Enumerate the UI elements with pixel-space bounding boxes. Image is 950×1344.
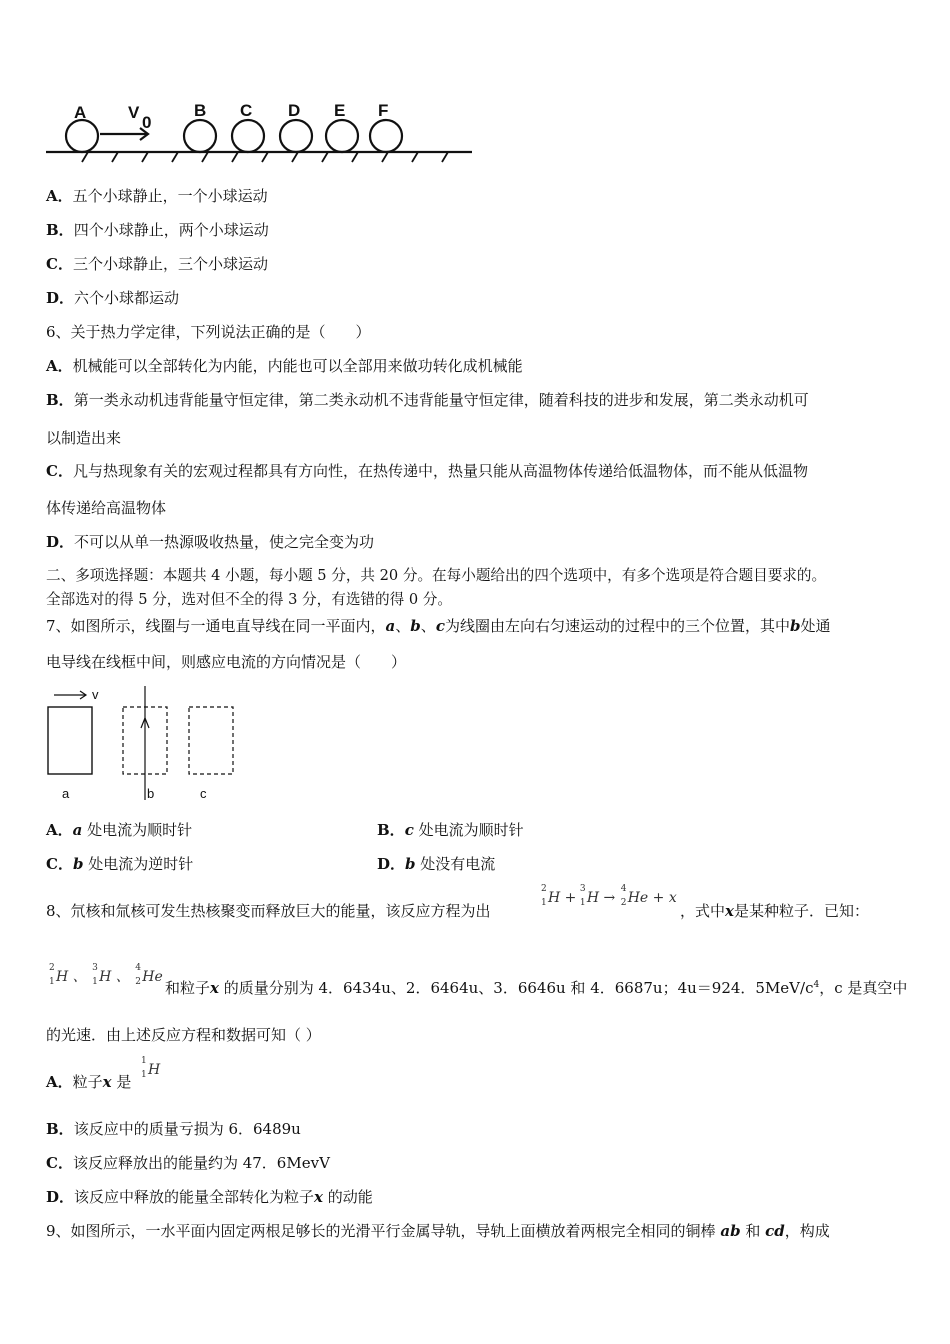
coil-c — [189, 707, 233, 774]
q6-stem: 6、关于热力学定律，下列说法正确的是（ ） — [46, 323, 371, 341]
q8-stem-tail: ，式中x是某种粒子．已知： — [680, 902, 869, 920]
section2-header: 二、多项选择题：本题共 4 小题，每小题 5 分，共 20 分。在每小题给出的四个选项中，有多个选项是符合题目要求的。 — [46, 567, 827, 584]
q8-stem-line3: 的光速．由上述反应方程和数据可知（ ） — [46, 1026, 321, 1044]
balls-figure — [44, 96, 476, 166]
q7-option-b: B．c 处电流为顺时针 — [377, 821, 524, 839]
label-a: A — [74, 103, 87, 122]
q8-option-a: A．粒子x 是 — [46, 1073, 132, 1091]
q7-option-a: A．a 处电流为顺时针 — [46, 821, 193, 839]
ground-hatching — [82, 152, 448, 162]
label-v: V — [128, 103, 140, 122]
v-label: v — [92, 687, 99, 702]
label-f: F — [378, 101, 389, 120]
q8-option-b: B．该反应中的质量亏损为 6．6489u — [46, 1120, 301, 1138]
q5-option-c: C．三个小球静止，三个小球运动 — [46, 255, 268, 273]
ball-e — [326, 120, 358, 152]
c-label: c — [200, 786, 207, 801]
q7-option-c: C．b 处电流为逆时针 — [46, 855, 194, 873]
q8-isotope-list: 2 1 H 、 3 1 H 、 4 2 He — [49, 963, 163, 987]
q6-option-c-cont: 体传递给高温物体 — [46, 499, 167, 517]
q8-option-c: C．该反应释放出的能量约为 47．6MevV — [46, 1154, 330, 1172]
coil-a — [48, 707, 92, 774]
a-label: a — [62, 786, 70, 801]
label-d: D — [288, 101, 301, 120]
q7-stem-cont: 电导线在线框中间，则感应电流的方向情况是（ ） — [46, 653, 407, 671]
q8-stem: 8、氘核和氚核可发生热核聚变而释放巨大的能量，该反应方程为出 — [46, 902, 491, 920]
q5-option-d: D．六个小球都运动 — [46, 289, 180, 307]
label-0: 0 — [142, 113, 152, 132]
label-b: B — [194, 101, 207, 120]
ball-d — [280, 120, 312, 152]
q9-stem: 9、如图所示，一水平面内固定两根足够长的光滑平行金属导轨，导轨上面横放着两根完全相同的铜棒 ab 和 cd，构成 — [46, 1222, 830, 1240]
ball-f — [370, 120, 402, 152]
q8-stem-line2: 和粒子x 的质量分别为 4．6434u、2．6464u、3．6646u 和 4．6687u；4u＝924．$5MeV/c^4$，c 是真空中 — [165, 979, 908, 997]
label-c: C — [240, 101, 253, 120]
coil-figure — [44, 682, 244, 804]
q5-option-b: B．四个小球静止，两个小球运动 — [46, 221, 269, 239]
q6-option-c: C．凡与热现象有关的宏观过程都具有方向性，在热传递中，热量只能从高温物体传递给低温物体，而不能从低温物 — [46, 462, 808, 480]
q6-option-b-cont: 以制造出来 — [46, 429, 122, 447]
q6-option-d: D．不可以从单一热源吸收热量，使之完全变为功 — [46, 533, 375, 551]
label-e: E — [334, 101, 346, 120]
b-label: b — [147, 786, 155, 801]
q8-option-a-isotope: 1 1 H — [141, 1056, 161, 1080]
q8-option-d: D．该反应中释放的能量全部转化为粒子x 的动能 — [46, 1188, 373, 1206]
q7-option-d: D．b 处没有电流 — [377, 855, 496, 873]
section2-header-cont: 全部选对的得 5 分，选对但不全的得 3 分，有选错的得 0 分。 — [46, 591, 452, 608]
q5-option-a: A．五个小球静止，一个小球运动 — [46, 187, 268, 205]
ball-a — [66, 120, 98, 152]
q6-option-a: A．机械能可以全部转化为内能，内能也可以全部用来做功转化成机械能 — [46, 357, 523, 375]
ball-b — [184, 120, 216, 152]
q6-option-b: B．第一类永动机违背能量守恒定律，第二类永动机不违背能量守恒定律，随着科技的进步和发展，第二类永动机可 — [46, 391, 809, 409]
q8-reaction-equation: 2 1 H + 3 1 H → 4 2 He + x — [541, 884, 677, 908]
ball-c — [232, 120, 264, 152]
q7-stem: 7、如图所示，线圈与一通电直导线在同一平面内，a、b、c为线圈由左向右匀速运动的过程中的三个位置，其中b处通 — [46, 617, 831, 635]
